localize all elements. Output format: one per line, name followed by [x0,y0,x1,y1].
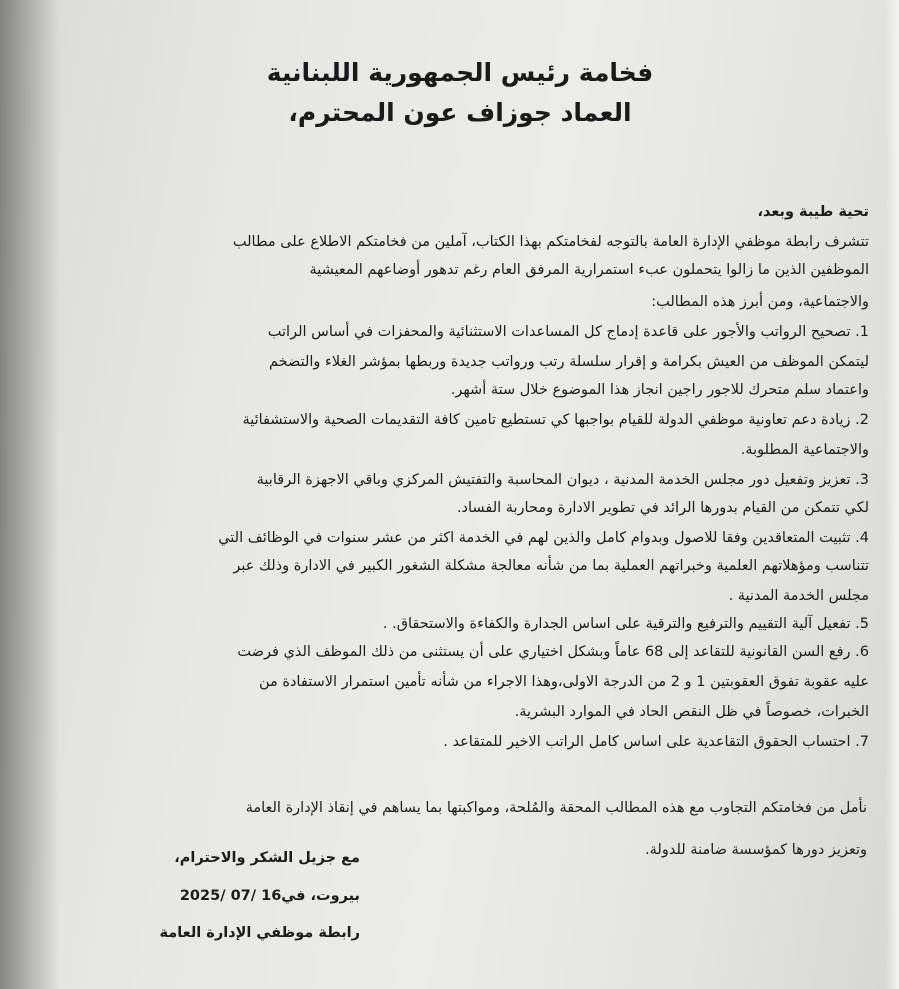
signature-org: رابطة موظفي الإدارة العامة [159,925,360,941]
demand-4-line: تتناسب ومؤهلاتهم العلمية وخبراتهم العملية بما من شأنه معالجة مشكلة الشغور الكبير في الادارة وذلك عبر [233,558,869,574]
demand-2-line: والاجتماعية المطلوبة. [740,442,869,458]
demand-3-line: لكي تتمكن من القيام بدورها الرائد في تطوير الادارة ومحاربة الفساد. [456,500,869,516]
closing-line: نأمل من فخامتكم التجاوب مع هذه المطالب المحقة والمُلحة، ومواكبتها بما يساهم في إنقاذ الإدارة العامة [245,800,867,816]
demand-6-line: عليه عقوبة تفوق العقوبتين 1 و 2 من الدرجة الاولى،وهذا الاجراء من شأنه تأمين استمرار الاستفادة من [258,674,869,690]
demand-4-line: 4. تثبيت المتعاقدين وفقا للاصول وبدوام كامل والذين لهم في الخدمة اكثر من عشر سنوات في الوظائف التي [218,530,869,546]
addressee-name: العماد جوزاف عون المحترم، [288,98,632,127]
body-line: والاجتماعية، ومن أبرز هذه المطالب: [651,294,869,310]
body-line: تتشرف رابطة موظفي الإدارة العامة بالتوجه لفخامتكم بهذا الكتاب، آملين من فخامتكم الاطلاع على مطالب [232,234,869,250]
demand-7-line: 7. احتساب الحقوق التقاعدية على اساس كامل الراتب الاخير للمتقاعد . [443,734,869,750]
demand-3-line: 3. تعزيز وتفعيل دور مجلس الخدمة المدنية ، ديوان المحاسبة والتفتيش المركزي وباقي الاجهزة الرقابية [256,472,869,488]
demand-1-line: واعتماد سلم متحرك للاجور راجين انجاز هذا الموضوع خلال ستة أشهر. [450,382,869,398]
demand-1-line: ليتمكن الموظف من العيش بكرامة و إقرار سلسلة رتب ورواتب جديدة وربطها بمؤشر الغلاء والتضخم [269,354,869,370]
demand-5-line: 5. تفعيل آلية التقييم والترفيع والترقية على اساس الجدارة والكفاءة والاستحقاق. . [382,616,869,632]
page-edge [885,0,899,989]
body-line: الموظفين الذين ما زالوا يتحملون عبء استمرارية المرفق العام رغم تدهور أوضاعهم المعيشية [309,262,869,278]
greeting: تحية طيبة وبعد، [757,204,869,220]
demand-6-line: الخبرات، خصوصاً في ظل النقص الحاد في الموارد البشرية. [514,704,869,720]
closing-line: وتعزيز دورها كمؤسسة ضامنة للدولة. [645,842,867,858]
addressee-title: فخامة رئيس الجمهورية اللبنانية [266,58,654,87]
demand-6-line: 6. رفع السن القانونية للتقاعد إلى 68 عاماً وبشكل اختياري على أن يستثنى من ذلك الموظف الذي فرضت [237,644,869,660]
signature-thanks: مع جزيل الشكر والاحترام، [174,850,360,866]
page-shadow [0,0,60,989]
demand-4-line: مجلس الخدمة المدنية . [728,588,869,604]
demand-1-line: 1. تصحيح الرواتب والأجور على قاعدة إدماج كل المساعدات الاستثنائية والمحفزات في أساس الراتب [267,324,869,340]
demand-2-line: 2. زيادة دعم تعاونية موظفي الدولة للقيام بواجبها كي تستطيع تامين كافة التقديمات الصحية والاستشفائية [242,412,869,428]
signature-date: بيروت، في16 /07 /2025 [179,888,360,904]
